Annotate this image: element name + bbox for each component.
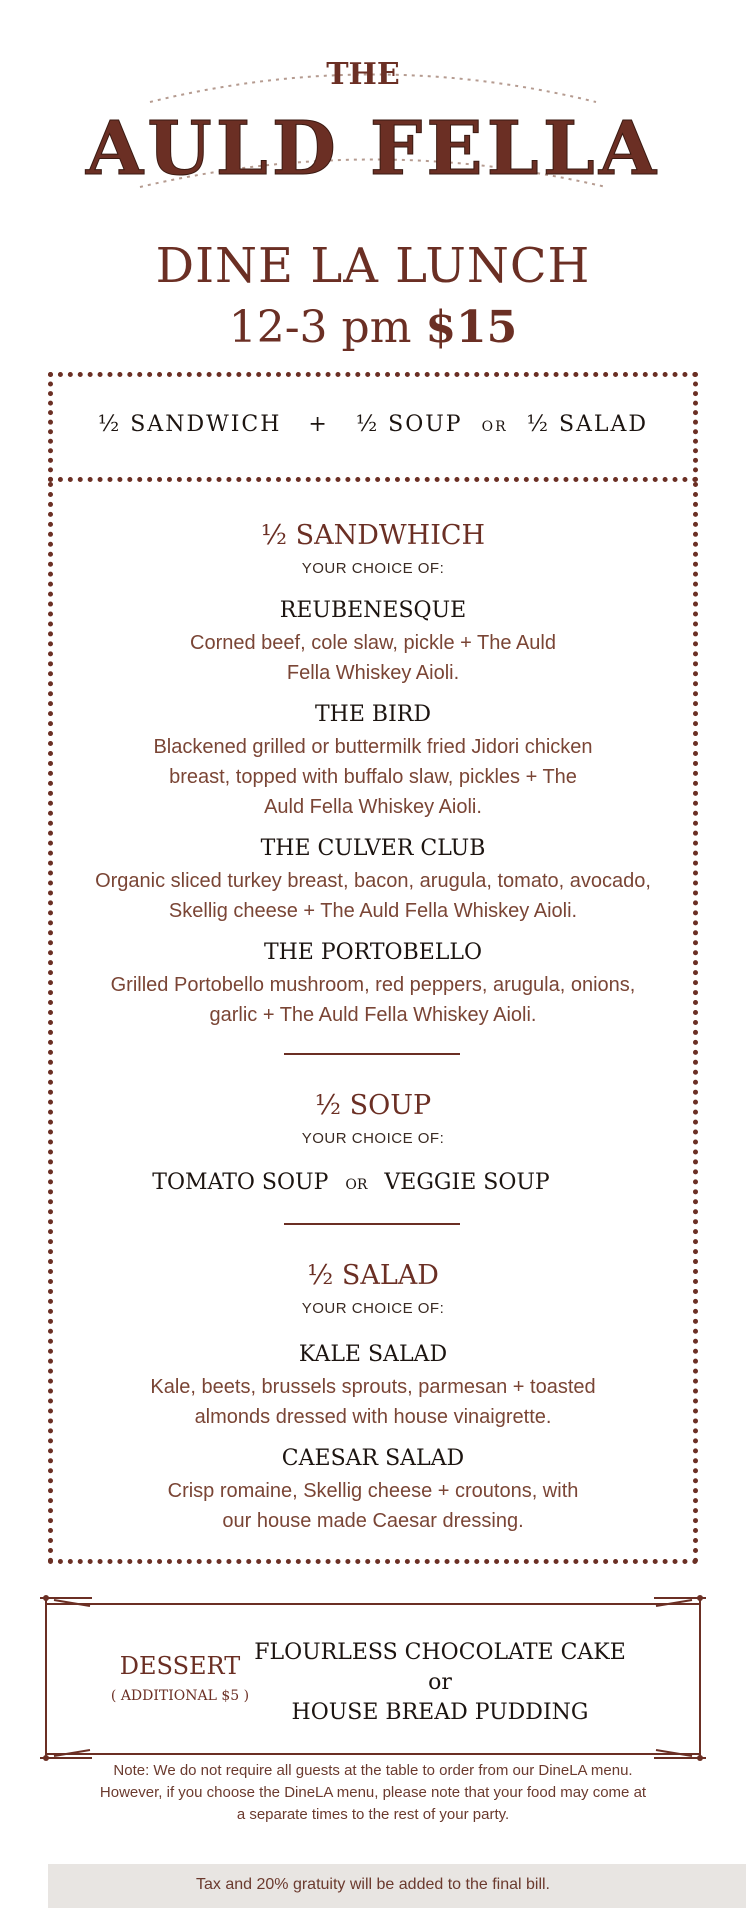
- item-desc-kale-salad: Kale, beets, brussels sprouts, parmesan + toasted almonds dressed with house vinaigrette.: [150, 1376, 596, 1428]
- item-name-reubenesque: REUBENESQUE: [279, 598, 467, 623]
- section-divider: [284, 1223, 460, 1225]
- soup-section-title: ½ SOUP: [314, 1090, 432, 1121]
- sandwich-section-title: ½ SANDWHICH: [260, 520, 486, 551]
- dessert-option-pudding: HOUSE BREAD PUDDING: [291, 1700, 589, 1725]
- soup-option-tomato: TOMATO SOUP: [152, 1170, 329, 1195]
- soup-option-veggie: VEGGIE SOUP: [384, 1170, 550, 1195]
- soup-options: [0, 1170, 724, 1195]
- combo-plus: +: [308, 412, 329, 437]
- dessert-label: DESSERT: [119, 1652, 241, 1680]
- dessert-option-cake: FLOURLESS CHOCOLATE CAKE: [254, 1640, 626, 1665]
- logo-top-word: THE: [326, 57, 400, 92]
- section-divider: [284, 1053, 460, 1055]
- dessert-or: or: [428, 1670, 452, 1695]
- combo-half-soup: ½ SOUP: [355, 412, 463, 437]
- item-desc-portobello: Grilled Portobello mushroom, red peppers, arugula, onions, garlic + The Auld Fella Whiskey Aioli.: [110, 974, 636, 1026]
- item-name-culver-club: THE CULVER CLUB: [260, 836, 486, 861]
- lunch-hours: 12-3 pm: [228, 302, 412, 353]
- item-name-kale-salad: KALE SALAD: [298, 1342, 448, 1367]
- gratuity-notice: Tax and 20% gratuity will be added to the final bill.: [196, 1876, 550, 1893]
- item-desc-reubenesque: Corned beef, cole slaw, pickle + The Auld Fella Whiskey Aioli.: [190, 632, 556, 684]
- lunch-price: $15: [425, 302, 518, 353]
- soup-choice-label: YOUR CHOICE OF:: [301, 1130, 445, 1147]
- combo-line: [0, 412, 746, 437]
- combo-half-sandwich: ½ SANDWICH: [97, 412, 282, 437]
- time-price: [0, 302, 746, 353]
- combo-or: OR: [481, 419, 508, 435]
- dessert-options: [250, 1638, 630, 1728]
- dinela-note: Note: We do not require all guests at the table to order from our DineLA menu. However, if you choose the DineLA menu, please note that your food may come at a separate times to the rest of your party.: [99, 1762, 647, 1823]
- dessert-additional-price: ( ADDITIONAL $5 ): [110, 1688, 250, 1704]
- item-desc-caesar-salad: Crisp romaine, Skellig cheese + croutons, with our house made Caesar dressing.: [167, 1480, 579, 1532]
- salad-choice-label: YOUR CHOICE OF:: [301, 1300, 445, 1317]
- item-name-portobello: THE PORTOBELLO: [263, 940, 483, 965]
- dine-la-title: DINE LA LUNCH: [155, 238, 591, 294]
- sandwich-choice-label: YOUR CHOICE OF:: [301, 560, 445, 577]
- item-desc-the-bird: Blackened grilled or buttermilk fried Jidori chicken breast, topped with buffalo slaw, pickles + The Auld Fella Whiskey Aioli.: [153, 736, 593, 818]
- logo-main-word: AULD FELLA: [85, 106, 661, 192]
- item-name-caesar-salad: CAESAR SALAD: [281, 1446, 465, 1471]
- combo-half-salad: ½ SALAD: [526, 412, 649, 437]
- soup-or: OR: [345, 1177, 368, 1193]
- item-name-the-bird: THE BIRD: [315, 702, 431, 727]
- restaurant-logo: [0, 52, 746, 202]
- item-desc-culver-club: Organic sliced turkey breast, bacon, arugula, tomato, avocado, Skellig cheese + The Auld Fella Whiskey Aioli.: [95, 870, 651, 922]
- salad-section-title: ½ SALAD: [307, 1260, 439, 1291]
